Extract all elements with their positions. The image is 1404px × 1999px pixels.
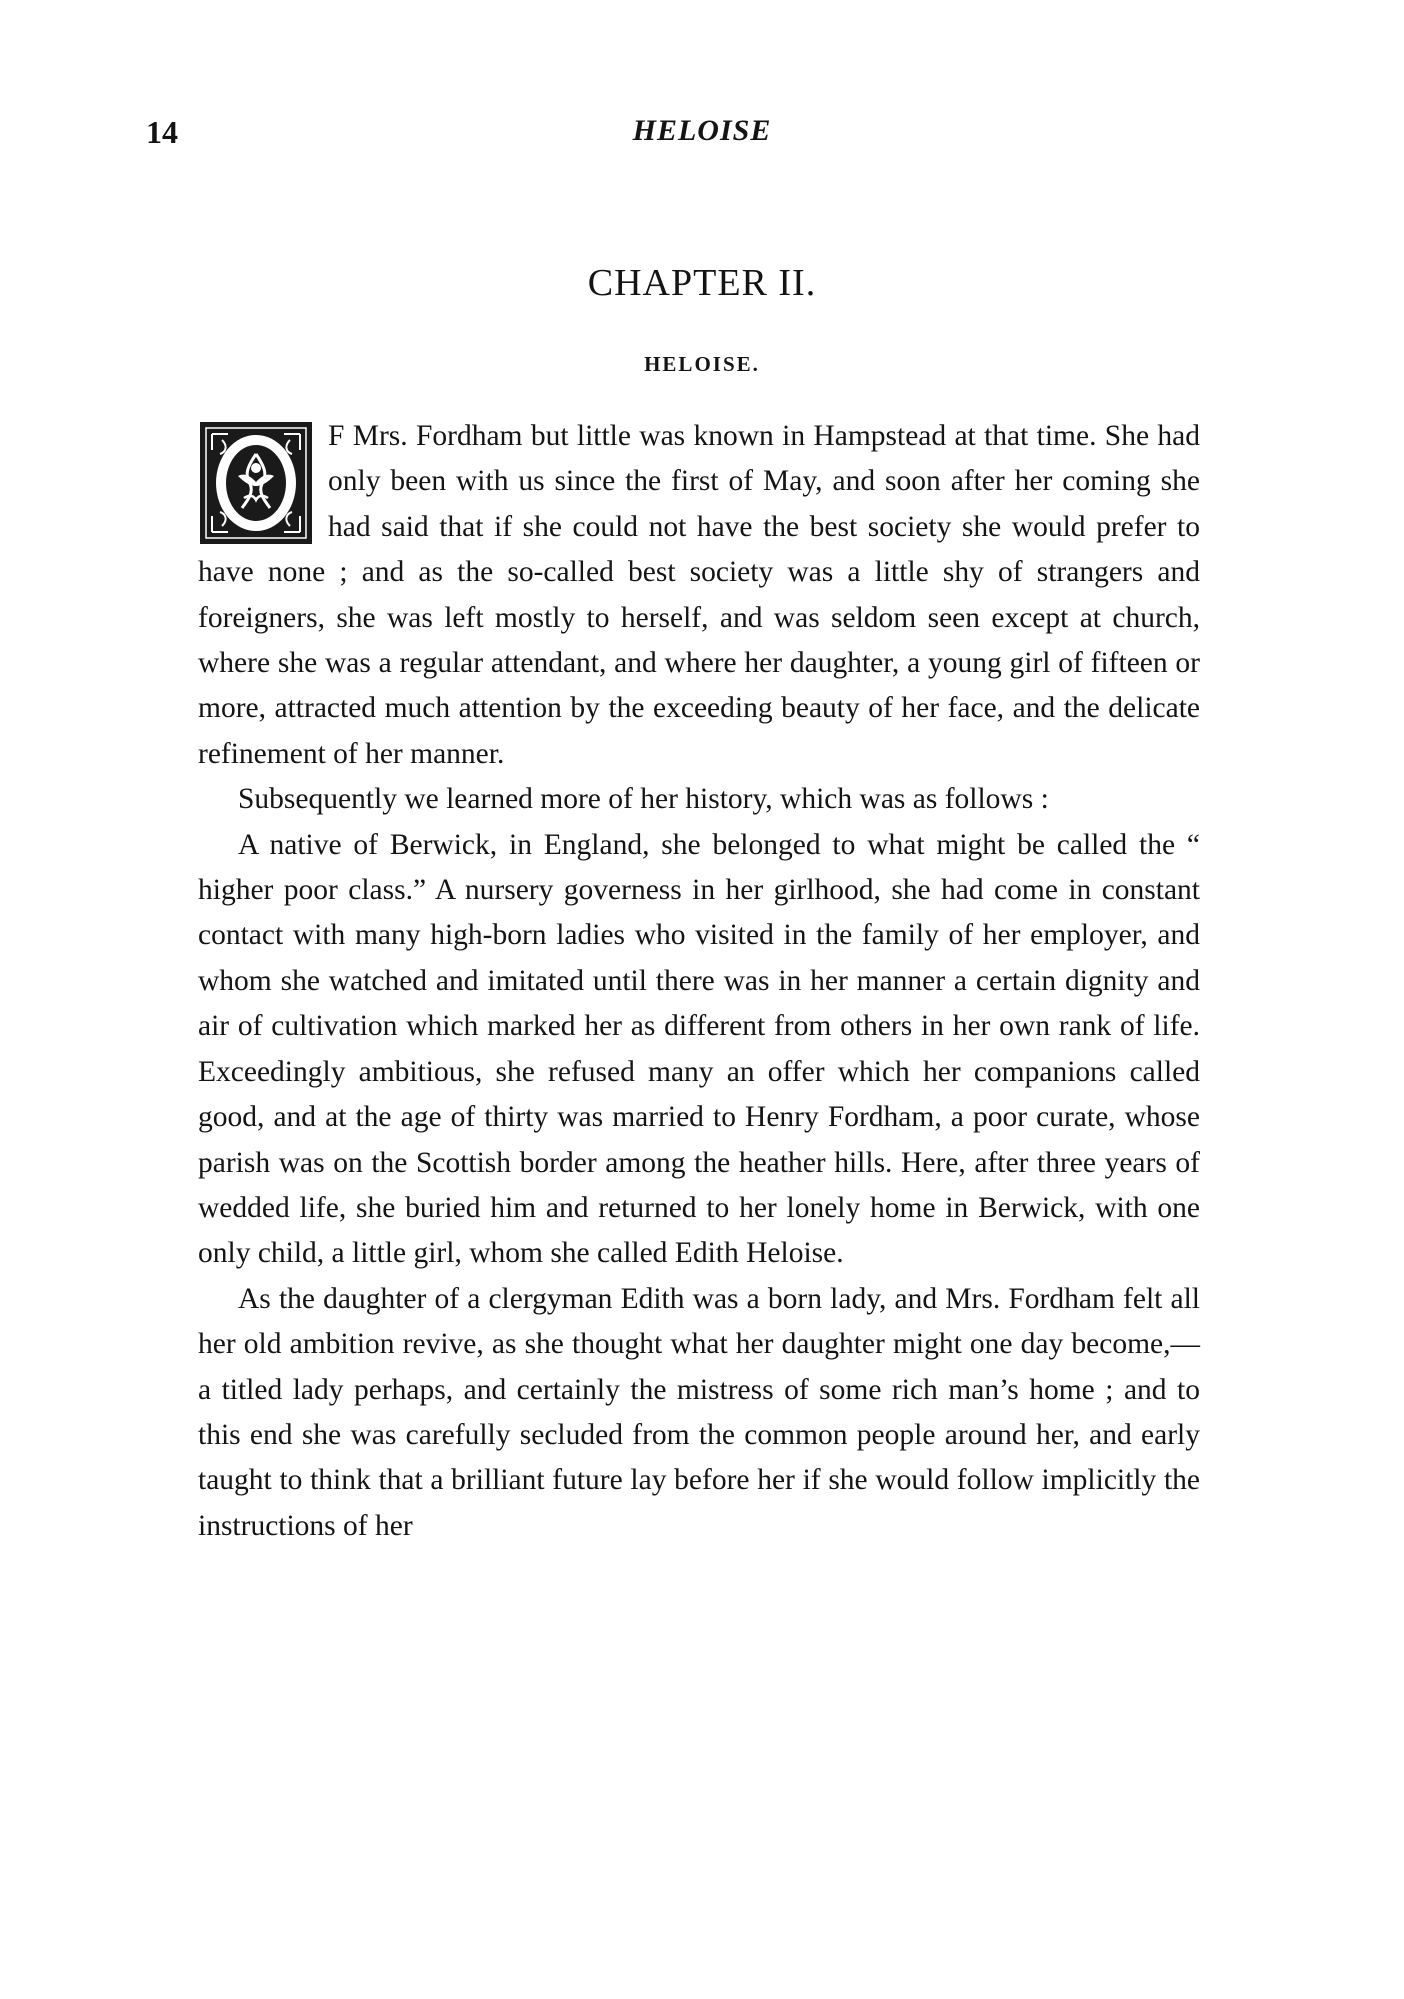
- ornamental-initial-o-icon: [198, 420, 314, 546]
- chapter-title: CHAPTER II.: [587, 262, 817, 304]
- chapter-body: [198, 414, 1200, 1549]
- paragraph-1: [198, 414, 1200, 777]
- paragraph-4: As the daughter of a clergyman Edith was a born lady, and Mrs. Fordham felt all her old ambition revive, as she thought what her daughter might one day become,—a titled lady perhaps, and certainly the mistress of some rich man’s home ; and to this end she was carefully secluded from the common people around her, and early taught to think that a brilliant future lay before her if she would follow implicitly the instructions of her: [198, 1282, 1200, 1542]
- paragraph-1-text: F Mrs. Fordham but little was known in Hampstead at that time. She had only been with us since the first of May, and soon after her coming she had said that if she could not have the best society she would prefer to have none ; and as the so-called best society was a little shy of strangers and foreigners, she was left mostly to herself, and was seldom seen except at church, where she was a regular attendant, and where her daughter, a young girl of fifteen or more, attracted much attention by the exceeding beauty of her face, and the delicate refinement of her manner.: [198, 420, 1200, 770]
- running-title: HELOISE: [632, 114, 772, 147]
- page-number: 14: [146, 114, 178, 150]
- chapter-subtitle: HELOISE.: [644, 352, 760, 376]
- paragraph-2: Subsequently we learned more of her history, which was as follows :: [238, 783, 1049, 816]
- paragraph-3: A native of Berwick, in England, she belonged to what might be called the “ higher poor class.” A nursery governess in her girlhood, she had come in constant contact with many high-born ladies who visited in the family of her employer, and whom she watched and imitated until there was in her manner a certain dignity and air of cultivation which marked her as different from others in her own rank of life. Exceedingly ambitious, she refused many an offer which her companions called good, and at the age of thirty was married to Henry Fordham, a poor curate, whose parish was on the Scottish border among the heather hills. Here, after three years of wedded life, she buried him and returned to her lonely home in Berwick, with one only child, a little girl, whom she called Edith Heloise.: [198, 828, 1200, 1270]
